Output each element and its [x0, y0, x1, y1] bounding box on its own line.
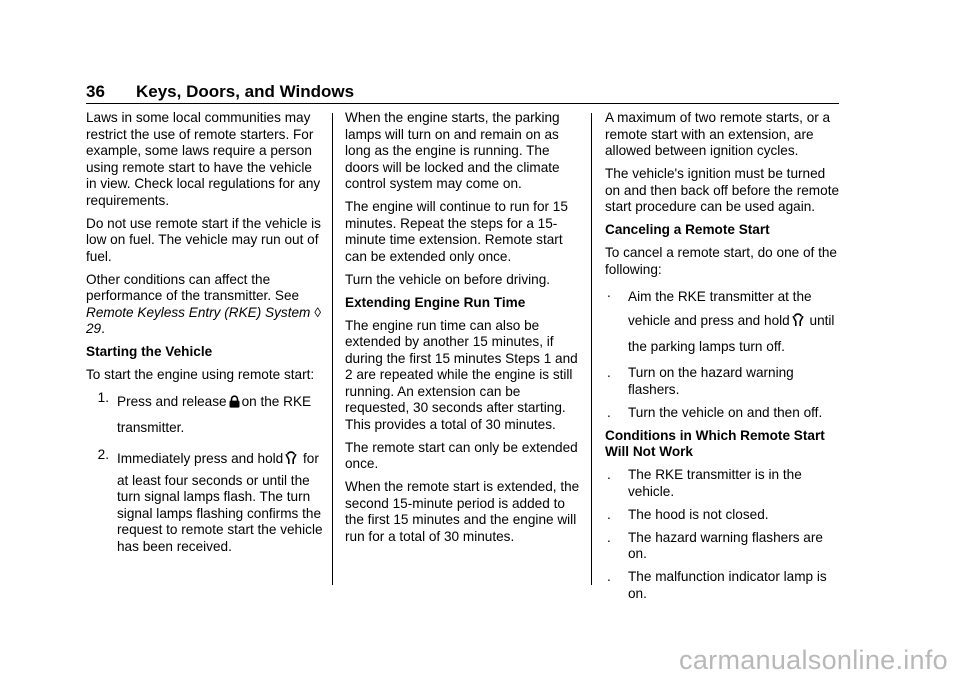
paragraph: The engine will continue to run for 15 minutes. Repeat the steps for a 15-minute time extension. Remote start can be extended only once. — [345, 199, 568, 264]
remote-start-icon — [792, 311, 804, 335]
bullet: . — [607, 404, 611, 420]
step-number: 1. — [97, 390, 109, 405]
paragraph: Other conditions can affect the performance of the transmitter. See Remote Keyless Entry (RKE) System ◊ 29. — [86, 271, 321, 336]
page-ref-arrow: ◊ — [314, 304, 321, 320]
paragraph: To start the engine using remote start: — [86, 367, 315, 382]
list-item: . Aim the RKE transmitter at the vehicle and press and hold until the parking lamps turn off. — [605, 285, 840, 359]
column-1 — [86, 110, 326, 562]
remote-start-icon — [285, 449, 297, 473]
list-item: . The malfunction indicator lamp is on. — [607, 569, 827, 601]
bullet: . — [607, 529, 611, 545]
column-divider — [332, 113, 333, 585]
column-2 — [345, 110, 580, 552]
list-item: . Turn the vehicle on and then off. — [607, 404, 823, 420]
column-3 — [605, 110, 840, 609]
paragraph: When the remote start is extended, the second 15-minute period is added to the first 15 minutes and the engine will run for a total of 30 minutes. — [345, 479, 580, 544]
step-number: 2. — [97, 446, 109, 462]
column-divider — [591, 113, 592, 585]
section-heading: Conditions in Which Remote Start Will Not Work — [605, 427, 825, 459]
section-heading: Extending Engine Run Time — [345, 294, 526, 310]
step-2: 2. Immediately press and hold for at least four seconds or until the turn signal lamps flash. The turn signal lamps flashing confirms the request to remote start the vehicle has been received. — [86, 447, 326, 556]
paragraph: Do not use remote start if the vehicle is low on fuel. The vehicle may run out of fuel. — [86, 215, 321, 264]
bullet: . — [607, 506, 611, 522]
list-item: . The hood is not closed. — [607, 506, 769, 522]
bullet: . — [607, 467, 611, 482]
section-heading: Canceling a Remote Start — [605, 222, 770, 237]
list-item: . Turn on the hazard warning flashers. — [607, 365, 794, 397]
step-1: 1. Press and release on the RKE transmitter. — [86, 390, 326, 440]
watermark: carmanualsonline.info — [679, 645, 948, 675]
paragraph: A maximum of two remote starts, or a remote start with an extension, are allowed between ignition cycles. — [605, 110, 831, 158]
paragraph: When the engine starts, the parking lamps will turn on and remain on as long as the engine is running. The doors will be locked and the climate control system may come on. — [345, 110, 560, 191]
page-number: 36 — [86, 82, 105, 101]
list-item: . The RKE transmitter is in the vehicle. — [607, 467, 802, 499]
paragraph: The engine run time can also be extended by another 15 minutes, if during the first 15 minutes Steps 1 and 2 are repeated while the engine is still running. An extension can be requested, 30 seconds after starting. This provides a total of 30 minutes. — [345, 317, 578, 432]
page-header — [86, 82, 354, 102]
paragraph: The remote start can only be extended once. — [345, 439, 578, 471]
list-item: . The hazard warning flashers are on. — [607, 529, 823, 561]
bullet: . — [607, 365, 611, 380]
cross-reference-link[interactable]: Remote Keyless Entry (RKE) System ◊ 29 — [86, 304, 321, 336]
paragraph: Laws in some local communities may restrict the use of remote starters. For example, some laws require a person using remote start to have the vehicle in view. Check local regulations for any requirements. — [86, 110, 321, 208]
section-heading: Starting the Vehicle — [86, 344, 213, 359]
bullet: . — [607, 569, 611, 584]
paragraph: Turn the vehicle on before driving. — [345, 271, 551, 287]
bullet: . — [607, 284, 611, 300]
header-rule — [86, 103, 839, 104]
paragraph: To cancel a remote start, do one of the following: — [605, 245, 837, 277]
paragraph: The vehicle's ignition must be turned on and then back off before the remote start procedure can be used again. — [605, 166, 840, 214]
section-title: Keys, Doors, and Windows — [136, 82, 355, 101]
lock-icon — [229, 392, 240, 416]
